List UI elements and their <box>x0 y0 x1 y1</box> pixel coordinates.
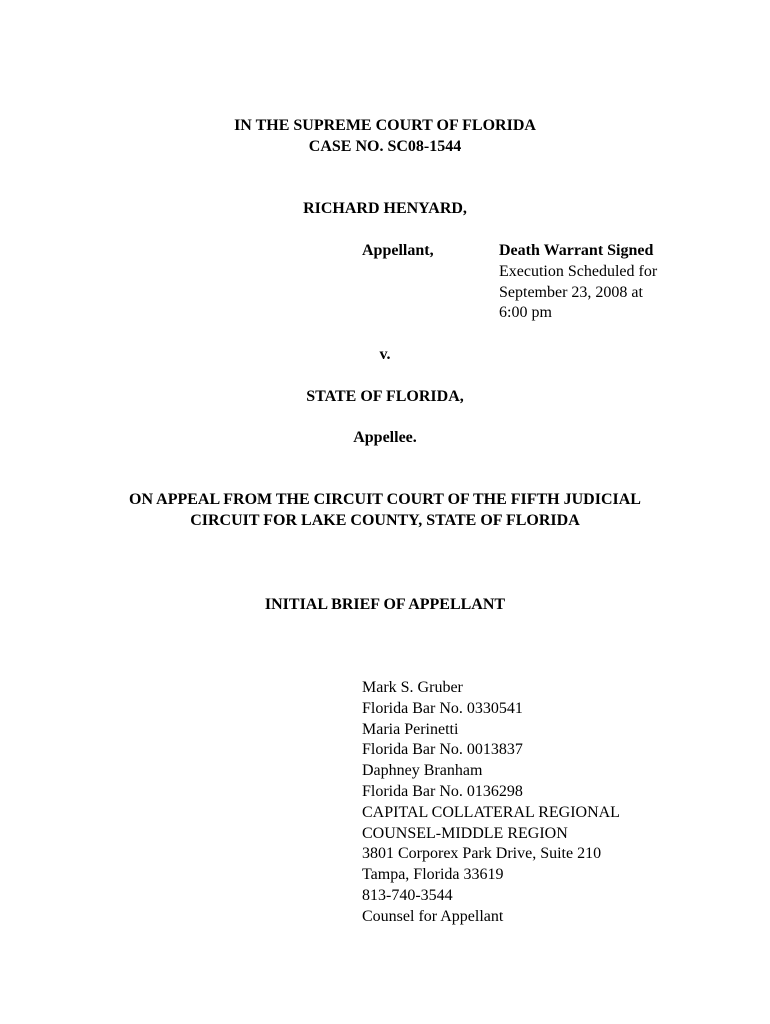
appellee-label: Appellee. <box>353 429 417 446</box>
court-title: IN THE SUPREME COURT OF FLORIDA <box>234 117 536 134</box>
warrant-note <box>499 241 657 324</box>
warrant-heading: Death Warrant Signed <box>499 242 654 259</box>
versus: v. <box>379 346 391 363</box>
brief-title: INITIAL BRIEF OF APPELLANT <box>264 596 506 613</box>
counsel-line: 3801 Corporex Park Drive, Suite 210 <box>362 845 602 863</box>
appellee-name: STATE OF FLORIDA, <box>306 388 464 405</box>
counsel-line: Counsel for Appellant <box>362 907 504 925</box>
warrant-line: Execution Scheduled for <box>499 262 658 280</box>
appellant-name: RICHARD HENYARD, <box>303 200 467 217</box>
counsel-line: Florida Bar No. 0013837 <box>362 741 523 759</box>
counsel-block <box>362 678 620 928</box>
counsel-line: 813-740-3544 <box>362 886 453 904</box>
appeal-statement-line-1: ON APPEAL FROM THE CIRCUIT COURT OF THE FIFTH JUDICIAL <box>129 491 641 508</box>
counsel-line: Daphney Branham <box>362 762 483 780</box>
counsel-line: Maria Perinetti <box>362 720 459 738</box>
case-number: CASE NO. SC08-1544 <box>308 138 462 155</box>
warrant-line: September 23, 2008 at <box>499 283 643 301</box>
counsel-line: Florida Bar No. 0330541 <box>362 699 523 717</box>
warrant-line: 6:00 pm <box>499 304 552 322</box>
counsel-line: Florida Bar No. 0136298 <box>362 782 523 800</box>
appellant-label: Appellant, <box>362 242 434 259</box>
counsel-line: CAPITAL COLLATERAL REGIONAL <box>362 803 620 821</box>
counsel-line: COUNSEL-MIDDLE REGION <box>362 824 568 842</box>
counsel-line: Mark S. Gruber <box>362 679 463 696</box>
appeal-statement-line-2: CIRCUIT FOR LAKE COUNTY, STATE OF FLORIDA <box>190 512 580 529</box>
counsel-line: Tampa, Florida 33619 <box>362 866 504 884</box>
